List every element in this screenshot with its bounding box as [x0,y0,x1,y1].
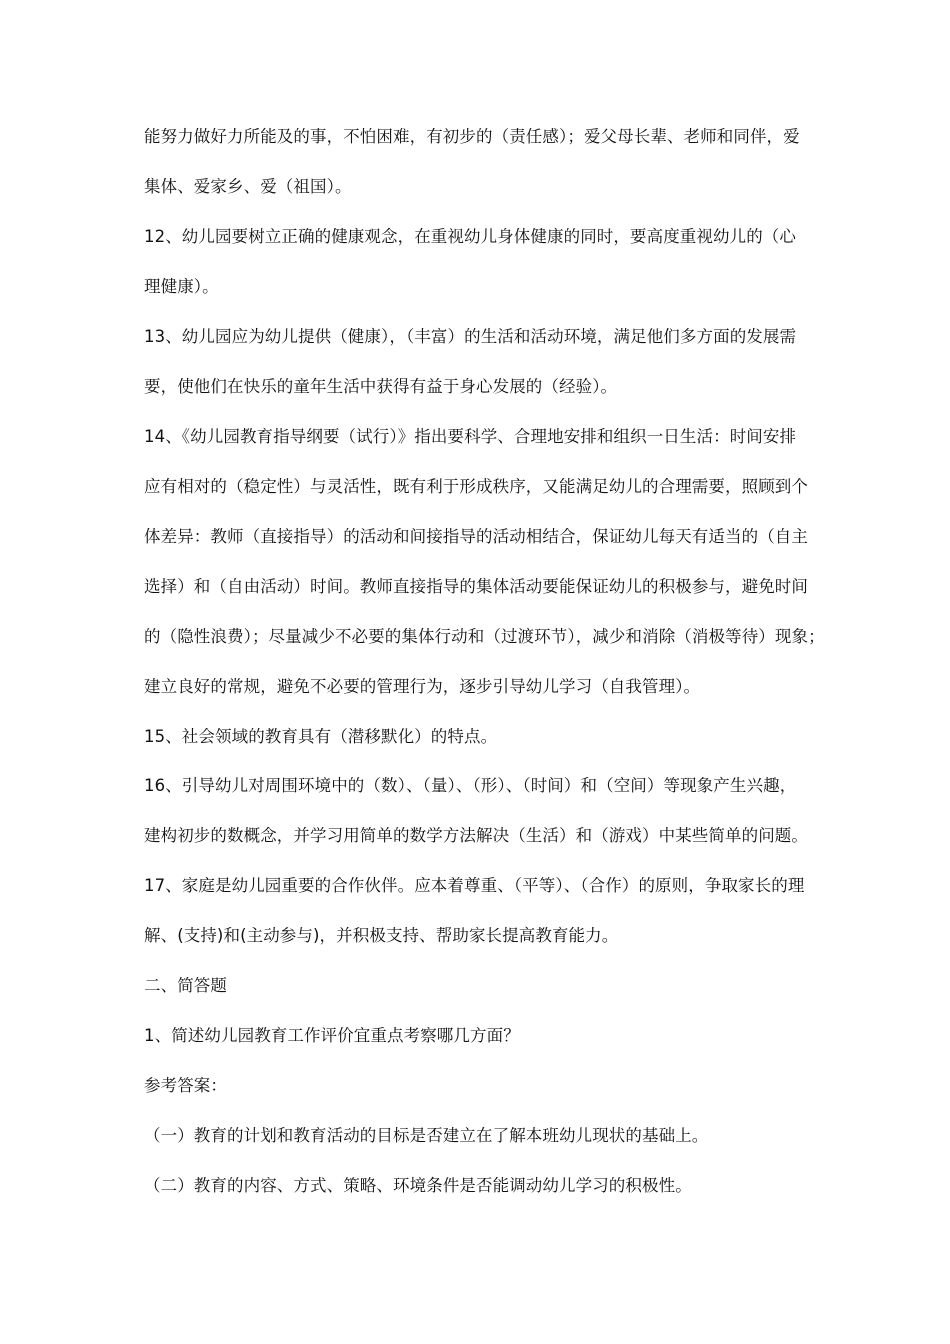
section-heading: 二、简答题 [144,976,227,995]
answer-item: （一）教育的计划和教育活动的目标是否建立在了解本班幼儿现状的基础上。 [144,1126,709,1145]
text-line: 12、幼儿园要树立正确的健康观念，在重视幼儿身体健康的同时，要高度重视幼儿的（心 [144,227,796,246]
text-line: 体差异：教师（直接指导）的活动和间接指导的活动相结合，保证幼儿每天有适当的（自主 [144,527,808,546]
text-line: 建立良好的常规，避免不必要的管理行为，逐步引导幼儿学习（自我管理）。 [144,677,701,696]
answer-label: 参考答案： [144,1076,227,1095]
text-line: 能努力做好力所能及的事，不怕困难，有初步的（责任感）；爱父母长辈、老师和同伴，爱 [144,127,800,146]
answer-item: （二）教育的内容、方式、策略、环境条件是否能调动幼儿学习的积极性。 [144,1176,692,1195]
text-line: 13、幼儿园应为幼儿提供（健康），（丰富）的生活和活动环境，满足他们多方面的发展需 [144,327,797,346]
text-line: 选择）和（自由活动）时间。教师直接指导的集体活动要能保证幼儿的积极参与，避免时间 [144,577,808,596]
text-line: 应有相对的（稳定性）与灵活性，既有利于形成秩序，又能满足幼儿的合理需要，照顾到个 [144,477,808,496]
text-line: 理健康）。 [144,277,219,296]
text-line: 集体、爱家乡、爱（祖国）。 [144,177,352,196]
text-line: 16、引导幼儿对周围环境中的（数）、（量）、（形）、（时间）和（空间）等现象产生兴趣， [144,776,797,795]
text-line: 15、社会领域的教育具有（潜移默化）的特点。 [144,727,498,746]
text-line: 要，使他们在快乐的童年生活中获得有益于身心发展的（经验）。 [144,377,618,396]
question-text: 1、简述幼儿园教育工作评价宜重点考察哪几方面？ [144,1026,520,1045]
text-line: 建构初步的数概念，并学习用简单的数学方法解决（生活）和（游戏）中某些简单的问题。 [144,826,808,845]
text-line: 的（隐性浪费）；尽量减少不必要的集体行动和（过渡环节），减少和消除（消极等待）现象； [144,627,825,646]
text-line: 17、家庭是幼儿园重要的合作伙伴。应本着尊重、（平等）、（合作）的原则，争取家长的理 [144,876,805,895]
text-line: 解、(支持)和(主动参与)，并积极支持、帮助家长提高教育能力。 [144,926,619,945]
text-line: 14、《幼儿园教育指导纲要（试行）》指出要科学、合理地安排和组织一日生活：时间安排 [144,427,797,446]
